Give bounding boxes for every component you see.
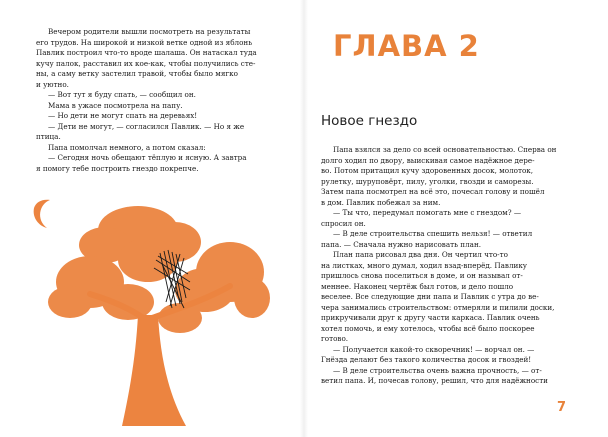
chapter-subheading: Новое гнездо [321,113,418,129]
text-line: — В деле строительства очень важна прочность, — от- [333,365,542,375]
text-line: ны, а саму ветку застелил травой, чтобы было мягко [36,69,238,78]
text-line: Вечером родители вышли посмотреть на результаты [48,27,251,36]
text-line: Папа взялся за дело со всей основательностью. Сперва он [333,145,557,154]
text-line: — Но дети не могут спать на деревьях! [48,111,198,120]
text-line: чера занимались строительством: отмеряли и пилили доски, [321,302,555,312]
text-line: Мама в ужасе посмотрела на папу. [48,100,183,110]
left-page-text [36,27,274,174]
text-line: План папа рисовал два дня. Он чертил что-то [333,250,508,259]
text-line: прикручивали друг к другу части каркаса. Павлик очень [321,313,540,322]
text-line: пришлось снова поселиться в доме, и он называл от- [321,271,523,280]
text-line: — Ты что, передумал помогать мне с гнездом? — [333,208,522,217]
text-line: Гнёзда делают без такого количества досок и гвоздей! [321,355,532,364]
text-line: во. Потом притащил кучу здоровенных досок, молоток, [321,166,534,175]
text-line: — В деле строительства спешить нельзя! — ответил [333,229,533,238]
right-page [304,0,608,437]
text-line: на листках, много думал, ходил взад-вперёд. Павлику [321,260,528,270]
text-line: веселее. Все следующие дни папа и Павлик с утра до ве- [321,292,539,301]
text-line: — Вот тут я буду спать, — сообщил он. [48,90,196,99]
text-line: — Дети не могут, — согласился Павлик. — Но я же [48,121,245,131]
text-line: птица. [36,132,61,141]
text-line: я помогу тебе построить гнездо покрепче. [36,163,199,173]
text-line: в дом. Павлик побежал за ним. [321,197,441,207]
page-number: 7 [557,400,567,415]
moon-icon [34,200,50,228]
text-line: Папа помолчал немного, а потом сказал: [48,142,206,152]
tree-illustration [30,190,280,430]
text-line: — Получается какой-то скворечник! — ворчал он. — [333,344,535,354]
text-line: папа. — Сначала нужно нарисовать план. [321,239,482,249]
text-line: спросил он. [321,218,366,228]
text-line: меннее. Наконец чертёж был готов, и дело пошло [321,281,514,291]
text-line: ветил папа. И, почесав голову, решил, что для надёжности [321,376,548,385]
text-line: его трудов. На широкой и низкой ветке одной из яблонь [36,37,253,47]
text-line: готово. [321,334,349,343]
text-line: рулетку, шуруповёрт, пилу, уголки, гвозди и саморезы. [321,176,534,186]
text-line: долго ходил по двору, выискивая самое надёжное дере- [321,155,535,165]
text-line: Павлик построил что-то вроде шалаша. Он натаскал туда [36,48,257,57]
text-line: кучу палок, расставил их кое-как, чтобы получились сте- [36,58,256,68]
text-line: и уютно. [36,79,69,89]
chapter-title: ГЛАВА 2 [333,29,480,63]
right-page-text [321,145,589,387]
text-line: — Сегодня ночь обещают тёплую и ясную. А завтра [48,153,247,162]
text-line: Затем папа посмотрел на всё это, почесал голову и пошёл [321,187,545,196]
text-line: хотел помочь, и ему хотелось, чтобы всё было поскорее [321,323,535,333]
